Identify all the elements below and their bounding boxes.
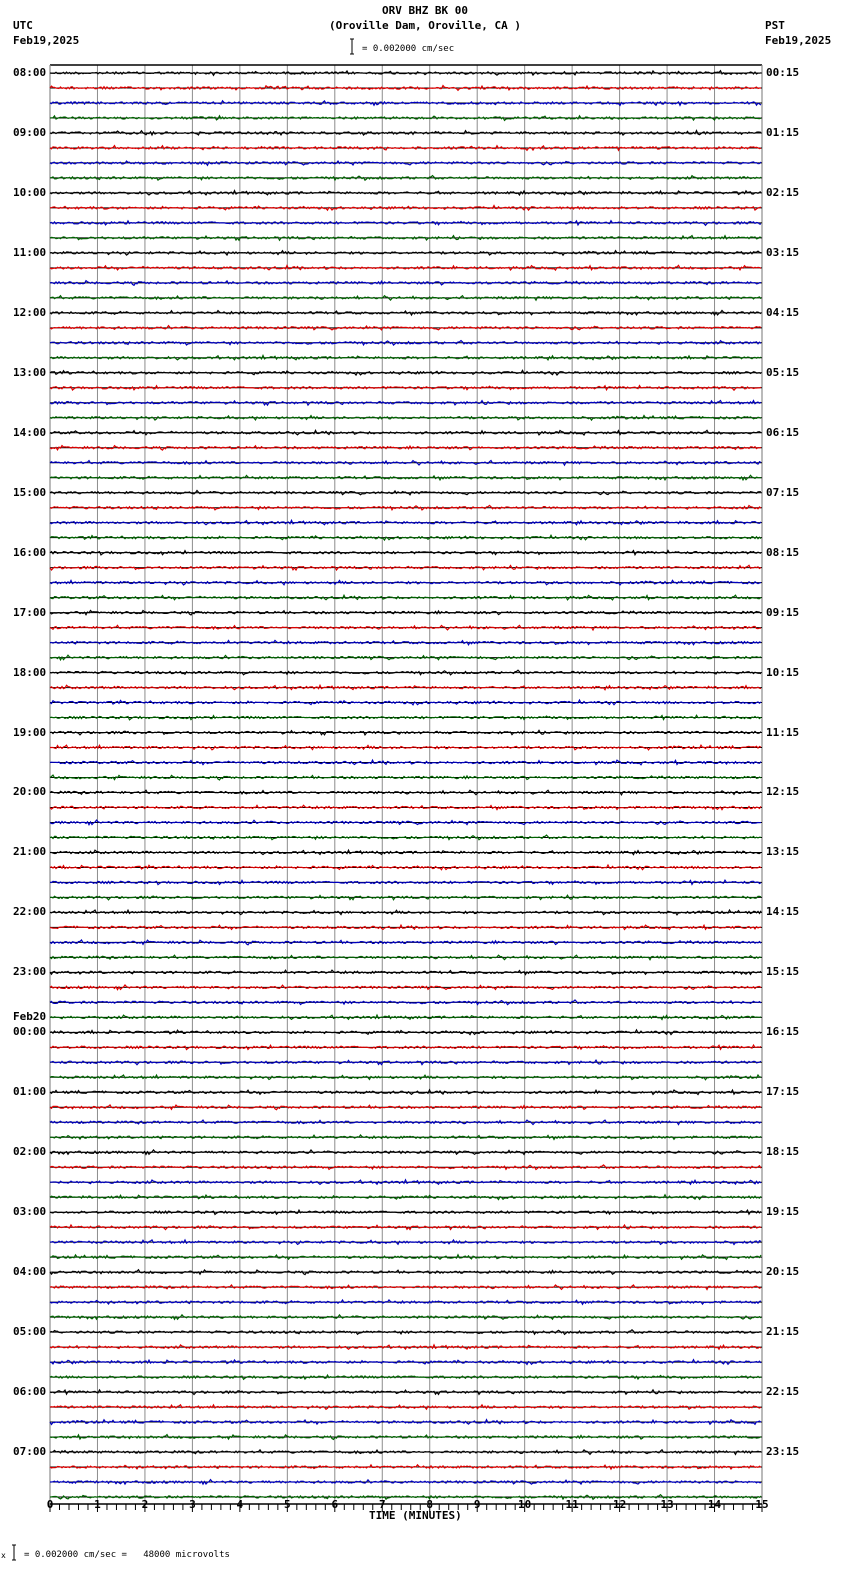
pst-time-label: 13:15 [766,845,800,859]
station-title: ORV BHZ BK 00 [381,4,469,17]
pst-time-label: 09:15 [766,605,800,619]
pst-time-label: 23:15 [766,1445,800,1459]
x-tick-label: 0 [46,1498,54,1511]
x-tick-label: 7 [378,1498,386,1511]
pst-time-label: 08:15 [766,545,800,559]
utc-time-label: 16:00 [13,545,47,559]
pst-time-label: 00:15 [766,66,800,79]
utc-time-label: 11:00 [13,245,47,259]
pst-time-label: 03:15 [766,245,800,259]
pst-time-label: 16:15 [766,1025,800,1039]
utc-time-label: 09:00 [13,125,47,139]
x-tick-label: 3 [189,1498,196,1511]
utc-time-label: 23:00 [13,965,47,979]
left-date: Feb19,2025 [13,34,80,47]
footer-prefix: х [1,1551,6,1560]
pst-time-label: 17:15 [766,1085,800,1099]
x-tick-label: 11 [565,1498,579,1511]
right-date: Feb19,2025 [765,34,832,47]
pst-time-label: 14:15 [766,905,800,919]
utc-time-label: 02:00 [13,1145,47,1159]
x-tick-label: 6 [331,1498,339,1511]
pst-time-label: 19:15 [766,1205,800,1219]
x-tick-label: 9 [473,1498,481,1511]
scale-text: = 0.002000 cm/sec [362,44,455,54]
utc-time-label: 14:00 [13,425,47,439]
pst-time-label: 01:15 [766,125,800,139]
utc-time-label: 17:00 [13,605,47,619]
left-timezone: UTC [13,19,33,32]
pst-time-label: 21:15 [766,1325,800,1339]
pst-time-label: 04:15 [766,305,800,319]
pst-time-label: 22:15 [766,1385,800,1399]
utc-time-label: 03:00 [13,1205,47,1219]
utc-time-label: 19:00 [13,725,47,739]
utc-time-label: 20:00 [13,785,47,799]
pst-time-label: 02:15 [766,185,800,199]
utc-time-label: 08:00 [13,66,47,79]
utc-time-label: 01:00 [13,1085,47,1099]
footer-scale-text: = 0.002000 cm/sec = 48000 microvolts [24,1550,230,1560]
x-tick-label: 15 [755,1498,769,1511]
utc-time-label: 04:00 [13,1265,47,1279]
x-tick-label: 4 [236,1498,244,1511]
pst-time-label: 18:15 [766,1145,800,1159]
utc-time-label: 15:00 [13,485,47,499]
utc-time-label: 07:00 [13,1445,47,1459]
x-tick-label: 10 [518,1498,532,1511]
x-tick-label: 1 [94,1498,101,1511]
pst-time-label: 05:15 [766,365,800,379]
utc-time-label: 18:00 [13,665,47,679]
utc-time-label: 05:00 [13,1325,47,1339]
utc-date-label: Feb20 [13,1010,47,1024]
right-timezone: PST [765,19,785,32]
utc-time-label: 13:00 [13,365,47,379]
x-tick-label: 13 [660,1498,674,1511]
utc-time-label: 06:00 [13,1385,47,1399]
footer-scale-bar-icon [10,1544,18,1562]
x-axis-title: TIME (MINUTES) [369,1509,462,1522]
x-tick-label: 5 [284,1498,291,1511]
x-tick-label: 14 [707,1498,722,1511]
x-tick-label: 8 [426,1498,434,1511]
station-location: (Oroville Dam, Oroville, CA ) [328,19,522,32]
utc-time-label: 22:00 [13,905,47,919]
pst-time-label: 20:15 [766,1265,800,1279]
pst-time-label: 10:15 [766,665,800,679]
utc-time-label: 21:00 [13,845,47,859]
utc-time-label: 00:00 [13,1025,47,1039]
pst-time-label: 12:15 [766,785,800,799]
x-tick-label: 2 [141,1498,149,1511]
pst-time-label: 06:15 [766,425,800,439]
x-tick-label: 12 [612,1498,627,1511]
pst-time-label: 07:15 [766,485,800,499]
utc-time-label: 10:00 [13,185,47,199]
utc-time-label: 12:00 [13,305,47,319]
pst-time-label: 15:15 [766,965,800,979]
pst-time-label: 11:15 [766,725,800,739]
